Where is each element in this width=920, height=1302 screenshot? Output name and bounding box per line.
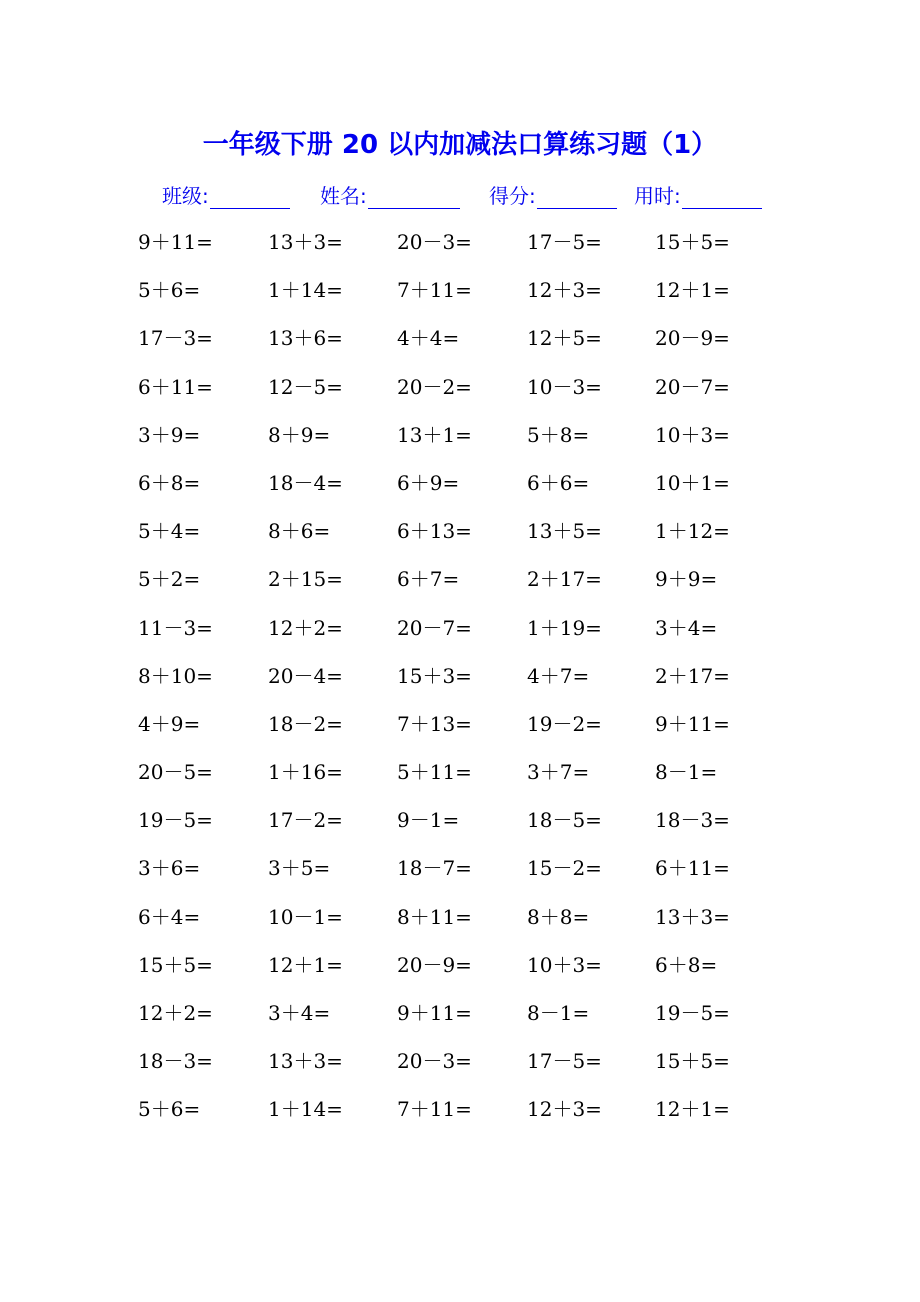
problem-item: 15－2=	[527, 856, 602, 881]
problem-row	[138, 796, 818, 844]
problem-item: 10＋3=	[527, 952, 602, 977]
problem-item: 20－7=	[655, 374, 730, 399]
problem-item: 20－7=	[397, 615, 472, 640]
problem-item: 5＋6=	[138, 1097, 201, 1122]
problem-item: 19－5=	[655, 1001, 730, 1025]
problem-row	[138, 893, 818, 941]
problem-item: 5＋2=	[138, 567, 201, 592]
problem-item: 7＋11=	[397, 278, 472, 303]
problem-item: 12＋1=	[655, 1097, 730, 1122]
problem-item: 1＋14=	[268, 1097, 343, 1122]
problem-item: 6＋13=	[397, 519, 472, 544]
problem-item: 17－5=	[527, 1049, 602, 1074]
problem-item: 12＋1=	[655, 278, 730, 303]
problem-item: 15＋5=	[655, 1049, 730, 1074]
problem-item: 6＋11=	[138, 374, 213, 399]
problem-item: 12－5=	[268, 374, 343, 399]
problem-item: 20－4=	[268, 663, 343, 688]
problem-item: 4＋4=	[397, 326, 460, 351]
problem-item: 8＋11=	[397, 904, 472, 929]
problem-row	[138, 1085, 818, 1133]
problem-row	[138, 266, 818, 314]
problem-item: 9＋11=	[655, 711, 730, 736]
problem-row	[138, 941, 818, 989]
problem-row	[138, 652, 818, 700]
problem-item: 18－5=	[527, 808, 602, 833]
problem-item: 3＋4=	[268, 1001, 331, 1025]
problem-item: 19－5=	[138, 808, 213, 833]
problem-item: 9＋11=	[397, 1001, 472, 1025]
problem-item: 10＋3=	[655, 422, 730, 447]
problem-item: 18－3=	[655, 808, 730, 833]
problem-item: 15＋5=	[138, 952, 213, 977]
problem-item: 20－3=	[397, 230, 472, 254]
problem-item: 18－2=	[268, 711, 343, 736]
problem-item: 6＋11=	[655, 856, 730, 881]
score-blank[interactable]	[537, 186, 617, 209]
score-field	[489, 180, 617, 209]
problem-item: 2＋17=	[527, 567, 602, 592]
problem-item: 6＋4=	[138, 904, 201, 929]
problem-item: 2＋15=	[268, 567, 343, 592]
problem-row	[138, 700, 818, 748]
problem-row	[138, 555, 818, 603]
problem-item: 3＋4=	[655, 615, 718, 640]
problem-item: 8－1=	[527, 1001, 590, 1025]
problem-item: 5＋6=	[138, 278, 201, 303]
problem-item: 9－1=	[397, 808, 460, 833]
problem-item: 6＋8=	[138, 470, 201, 495]
problem-item: 12＋1=	[268, 952, 343, 977]
problem-row	[138, 989, 818, 1037]
problem-item: 8＋10=	[138, 663, 213, 688]
problem-item: 12＋3=	[527, 1097, 602, 1122]
problem-item: 6＋7=	[397, 567, 460, 592]
problem-item: 10＋1=	[655, 470, 730, 495]
problem-item: 6＋6=	[527, 470, 590, 495]
name-blank[interactable]	[368, 186, 460, 209]
problem-item: 20－5=	[138, 760, 213, 785]
problem-row	[138, 844, 818, 892]
page-title: 一年级下册 20 以内加减法口算练习题（1）	[202, 130, 718, 160]
problem-row	[138, 507, 818, 555]
problem-item: 17－5=	[527, 230, 602, 254]
problem-item: 5＋8=	[527, 422, 590, 447]
problem-item: 5＋4=	[138, 519, 201, 544]
name-label: 姓名:	[320, 184, 367, 208]
time-label: 用时:	[634, 184, 681, 208]
problem-row	[138, 314, 818, 362]
problem-item: 13＋3=	[268, 1049, 343, 1074]
time-blank[interactable]	[682, 186, 762, 209]
class-label: 班级:	[162, 184, 209, 208]
problem-item: 8－1=	[655, 760, 718, 785]
problem-item: 13＋3=	[268, 230, 343, 254]
problem-item: 1＋12=	[655, 519, 730, 544]
problem-item: 13＋3=	[655, 904, 730, 929]
problem-item: 3＋7=	[527, 760, 590, 785]
problem-item: 1＋19=	[527, 615, 602, 640]
problem-item: 2＋17=	[655, 663, 730, 688]
problem-item: 15＋5=	[655, 230, 730, 254]
problem-row	[138, 411, 818, 459]
problem-item: 15＋3=	[397, 663, 472, 688]
problem-item: 3＋5=	[268, 856, 331, 881]
problem-item: 6＋9=	[397, 470, 460, 495]
problem-item: 18－4=	[268, 470, 343, 495]
problem-row	[138, 363, 818, 411]
problem-item: 18－3=	[138, 1049, 213, 1074]
problem-item: 10－3=	[527, 374, 602, 399]
problem-item: 10－1=	[268, 904, 343, 929]
problem-item: 19－2=	[527, 711, 602, 736]
problem-item: 12＋5=	[527, 326, 602, 351]
problem-item: 1＋16=	[268, 760, 343, 785]
problem-item: 3＋6=	[138, 856, 201, 881]
problem-item: 20－2=	[397, 374, 472, 399]
problem-item: 4＋7=	[527, 663, 590, 688]
class-field	[162, 180, 290, 209]
problem-item: 8＋9=	[268, 422, 331, 447]
problem-item: 1＋14=	[268, 278, 343, 303]
problem-item: 13＋5=	[527, 519, 602, 544]
problem-row	[138, 459, 818, 507]
problem-item: 12＋3=	[527, 278, 602, 303]
time-field	[634, 180, 762, 209]
problem-item: 6＋8=	[655, 952, 718, 977]
problem-item: 12＋2=	[138, 1001, 213, 1025]
problem-item: 20－9=	[397, 952, 472, 977]
problem-row	[138, 1037, 818, 1085]
problem-row	[138, 218, 818, 266]
info-line	[0, 180, 920, 210]
problem-item: 8＋6=	[268, 519, 331, 544]
problem-row	[138, 604, 818, 652]
problem-item: 11－3=	[138, 615, 213, 640]
problem-item: 20－3=	[397, 1049, 472, 1074]
problem-item: 8＋8=	[527, 904, 590, 929]
problem-item: 13＋1=	[397, 422, 472, 447]
problem-row	[138, 748, 818, 796]
problem-item: 20－9=	[655, 326, 730, 351]
problem-item: 9＋11=	[138, 230, 213, 254]
problem-item: 17－2=	[268, 808, 343, 833]
problem-item: 13＋6=	[268, 326, 343, 351]
problem-item: 18－7=	[397, 856, 472, 881]
name-field	[320, 180, 460, 209]
problem-item: 17－3=	[138, 326, 213, 351]
problem-item: 5＋11=	[397, 760, 472, 785]
problem-item: 4＋9=	[138, 711, 201, 736]
problem-grid	[138, 218, 818, 1134]
score-label: 得分:	[489, 184, 536, 208]
problem-item: 3＋9=	[138, 422, 201, 447]
problem-item: 7＋11=	[397, 1097, 472, 1122]
class-blank[interactable]	[210, 186, 290, 209]
problem-item: 9＋9=	[655, 567, 718, 592]
problem-item: 12＋2=	[268, 615, 343, 640]
problem-item: 7＋13=	[397, 711, 472, 736]
